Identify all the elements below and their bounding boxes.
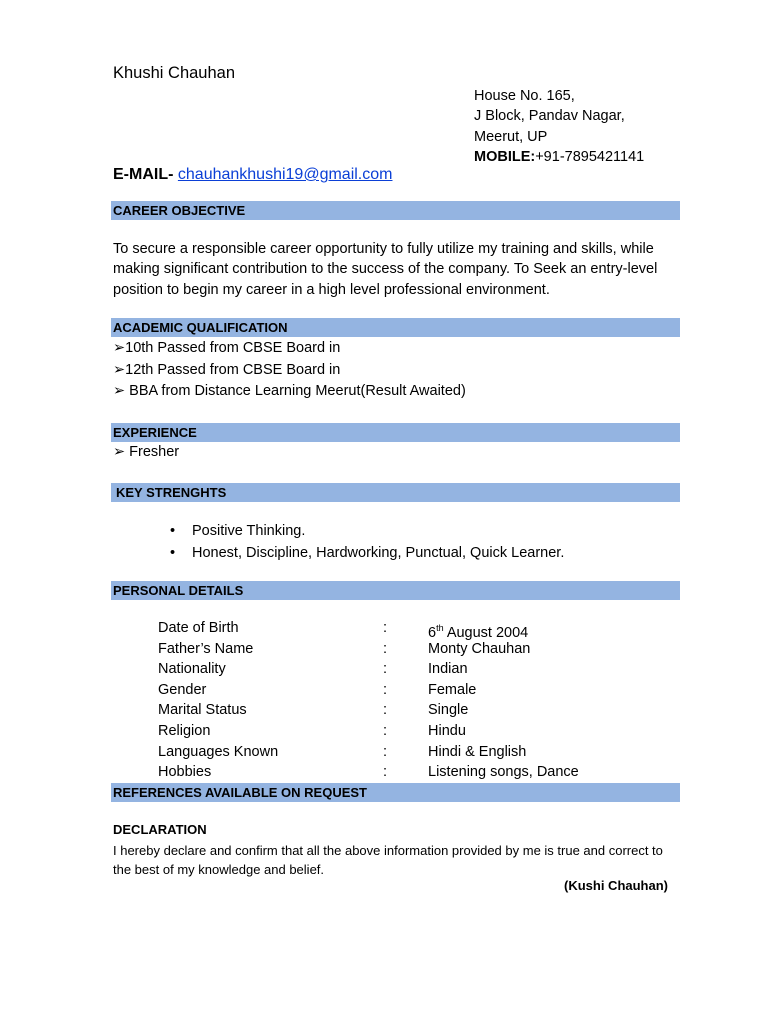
mobile-value: +91-7895421141 xyxy=(535,149,645,166)
bullet-icon: • xyxy=(170,523,176,539)
section-experience: EXPERIENCE xyxy=(111,423,680,442)
dob-rest: August 2004 xyxy=(443,624,529,641)
section-personal-details: PERSONAL DETAILS xyxy=(111,581,680,600)
row-value: Hindi & English xyxy=(428,743,527,760)
row-value: Indian xyxy=(428,661,468,678)
list-item: ➢ Fresher xyxy=(113,444,180,460)
career-objective-text: To secure a responsible career opportunity to fully utilize my training and skills, while making significant contribution to the success of the company. To Seek an entry-level position to begin my career in a high level professional environment. xyxy=(113,241,658,298)
signature: (Kushi Chauhan) xyxy=(564,878,668,893)
dob-suffix: th xyxy=(436,623,444,633)
row-value: Single xyxy=(428,702,469,719)
list-item xyxy=(170,543,564,565)
section-career-objective: CAREER OBJECTIVE xyxy=(111,201,680,220)
section-academic-qualification: ACADEMIC QUALIFICATION xyxy=(111,318,680,337)
row-value: Listening songs, Dance xyxy=(428,764,579,781)
row-label: Languages Known xyxy=(158,743,279,760)
email-row xyxy=(113,166,392,184)
row-colon: : xyxy=(383,681,388,698)
address-line: Meerut, UP xyxy=(474,128,548,145)
list-item: ➢ BBA from Distance Learning Meerut(Result Awaited) xyxy=(113,383,466,399)
section-references: REFERENCES AVAILABLE ON REQUEST xyxy=(111,783,680,802)
row-label: Gender xyxy=(158,681,207,698)
academic-list xyxy=(113,338,466,403)
row-value: Monty Chauhan xyxy=(428,640,531,657)
row-colon: : xyxy=(383,702,388,719)
address-line: J Block, Pandav Nagar, xyxy=(474,108,625,125)
row-label: Nationality xyxy=(158,661,226,678)
mobile-line xyxy=(474,147,644,167)
row-colon: : xyxy=(383,661,388,678)
row-label: Hobbies xyxy=(158,764,212,781)
address-line: House No. 165, xyxy=(474,88,575,104)
declaration-title: DECLARATION xyxy=(113,822,207,837)
list-item xyxy=(170,521,564,543)
row-colon: : xyxy=(383,743,388,760)
row-label: Religion xyxy=(158,722,211,739)
email-label: E-MAIL- xyxy=(113,166,174,183)
list-item: ➢10th Passed from CBSE Board in xyxy=(113,340,341,356)
email-link[interactable]: chauhankhushi19@gmail.com xyxy=(177,166,393,183)
section-key-strengths: KEY STRENGHTS xyxy=(111,483,680,502)
row-colon: : xyxy=(383,640,388,657)
strengths-list xyxy=(170,521,564,564)
row-value: Hindu xyxy=(428,722,466,739)
strength-text: Honest, Discipline, Hardworking, Punctual, Quick Learner. xyxy=(192,544,565,561)
dob-day: 6 xyxy=(428,624,437,641)
declaration-text: I hereby declare and confirm that all the above information provided by me is true and correct to the best of my knowledge and belief. xyxy=(113,843,663,877)
row-colon: : xyxy=(383,620,388,636)
experience-list xyxy=(113,442,179,464)
row-label: Marital Status xyxy=(158,702,247,719)
list-item: ➢12th Passed from CBSE Board in xyxy=(113,361,341,378)
row-value: Female xyxy=(428,681,477,698)
strength-text: Positive Thinking. xyxy=(192,523,306,539)
row-label: Date of Birth xyxy=(158,620,239,636)
row-colon: : xyxy=(383,764,388,781)
address-block xyxy=(474,86,644,168)
bullet-icon: • xyxy=(170,544,176,561)
row-label: Father’s Name xyxy=(158,640,254,657)
row-colon: : xyxy=(383,722,388,739)
mobile-label: MOBILE: xyxy=(474,149,536,166)
applicant-name: Khushi Chauhan xyxy=(113,64,236,82)
